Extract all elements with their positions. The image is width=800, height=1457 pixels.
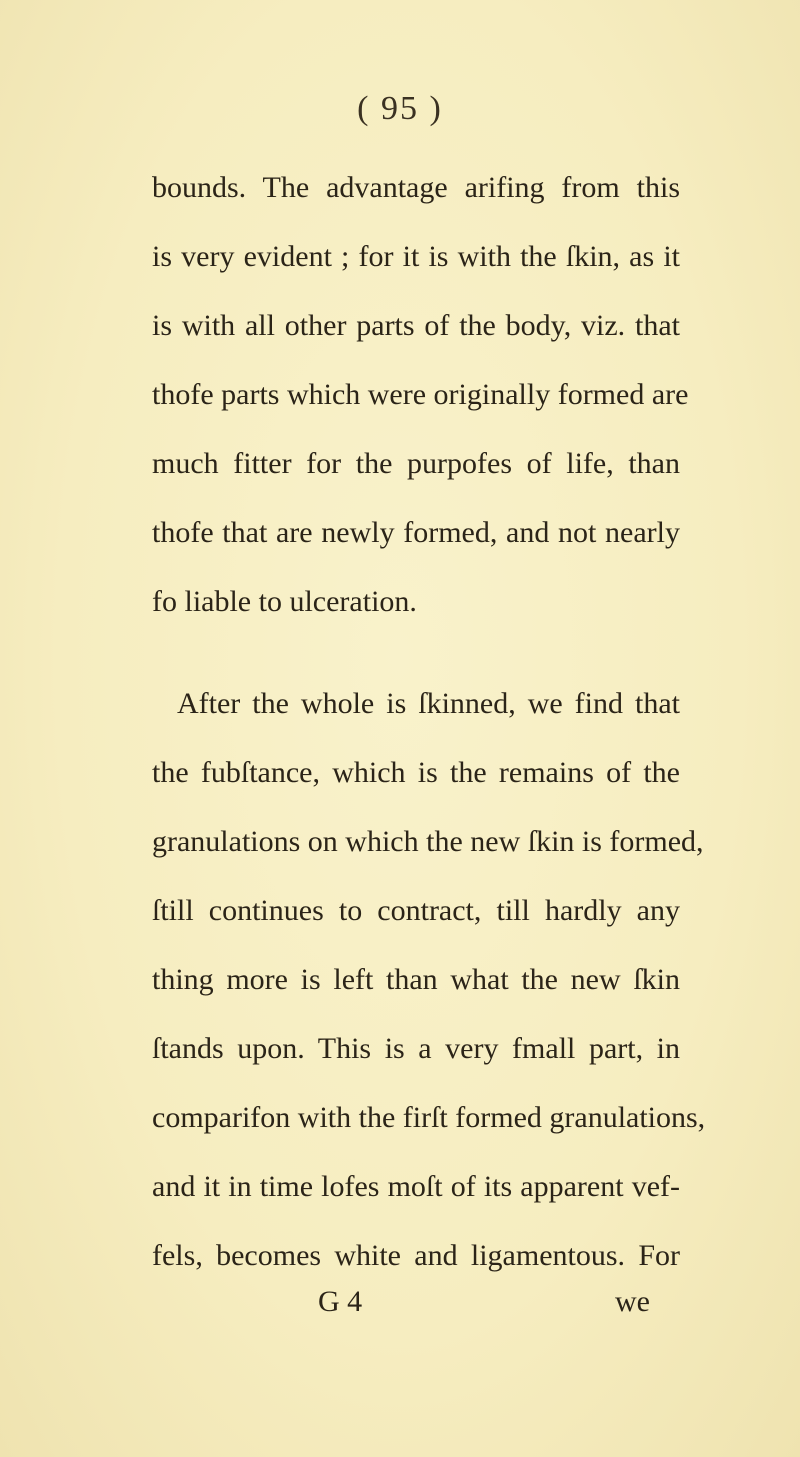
text-line: fo liable to ulceration. <box>152 585 417 618</box>
signature-mark: G 4 <box>318 1285 363 1318</box>
text-line: bounds. The advantage arifing from this <box>152 171 680 204</box>
text-line: ſtill continues to contract, till hardly any <box>152 894 680 927</box>
page-number: ( 95 ) <box>357 90 443 127</box>
text-line: thofe parts which were originally formed are <box>152 378 689 411</box>
catchword: we <box>615 1285 650 1318</box>
text-line: granulations on which the new ſkin is formed, <box>152 825 704 858</box>
text-line: After the whole is ſkinned, we find that <box>177 687 680 720</box>
text-line: much fitter for the purpofes of life, than <box>152 447 680 480</box>
text-line: comparifon with the firſt formed granulations, <box>152 1101 706 1134</box>
text-line: fels, becomes white and ligamentous. For <box>152 1239 680 1272</box>
text-line: and it in time lofes moſt of its apparent vef- <box>152 1170 680 1203</box>
text-line: thing more is left than what the new ſkin <box>152 963 680 996</box>
text-line: is very evident ; for it is with the ſkin, as it <box>152 240 680 273</box>
text-line: is with all other parts of the body, viz. that <box>152 309 680 342</box>
page-footer <box>0 1285 800 1325</box>
text-line: thofe that are newly formed, and not nearly <box>152 516 680 549</box>
text-line: the fubſtance, which is the remains of the <box>152 756 680 789</box>
text-line: ſtands upon. This is a very fmall part, in <box>152 1032 680 1065</box>
